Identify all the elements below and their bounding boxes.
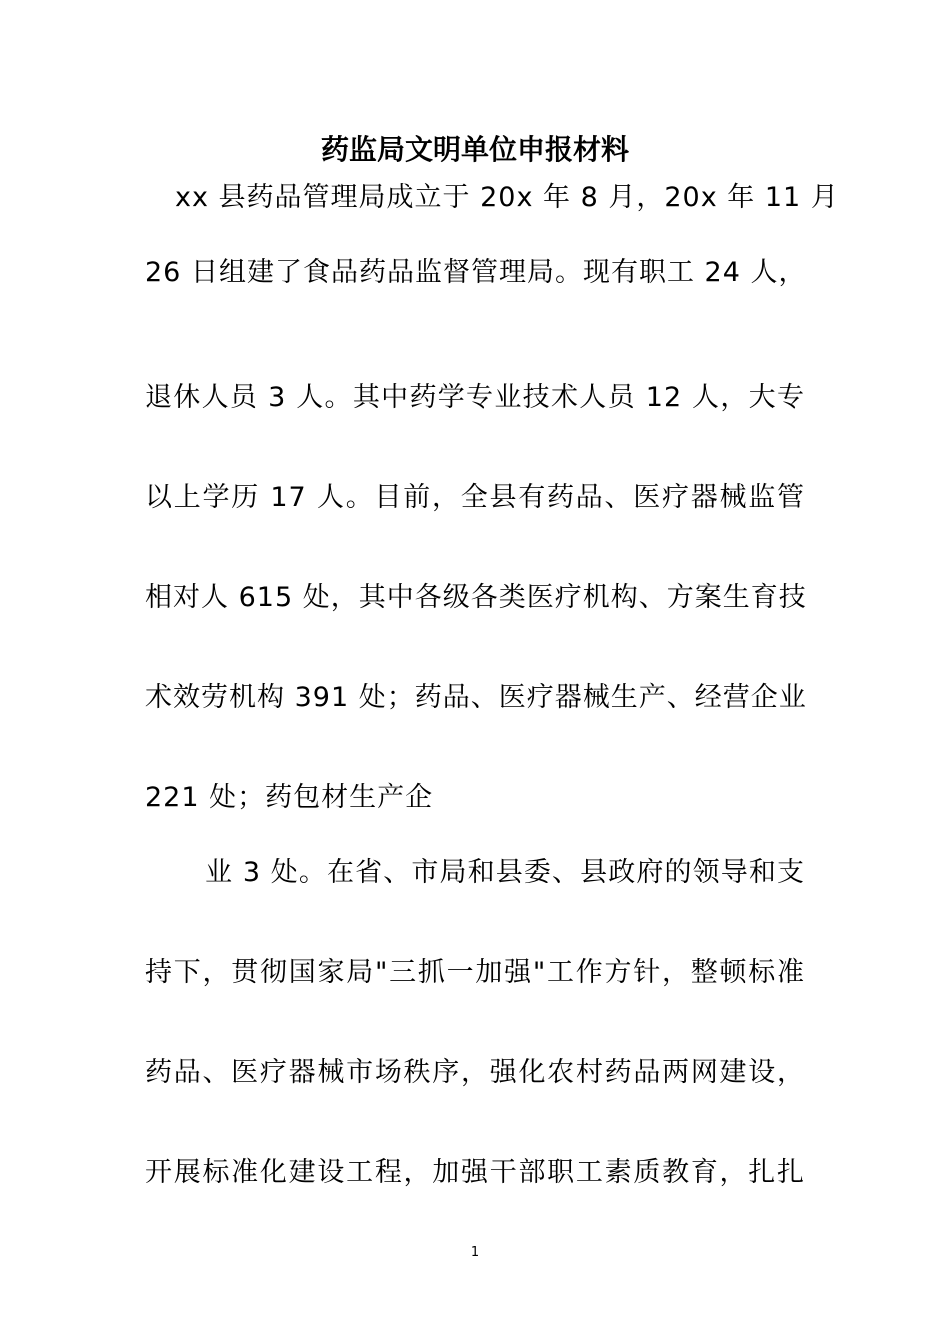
body-line-8: 业 3 处。在省、市局和县委、县政府的领导和支 xyxy=(205,857,805,888)
body-line-11: 开展标准化建设工程，加强干部职工素质教育，扎扎 xyxy=(145,1157,805,1188)
body-line-5: 相对人 615 处，其中各级各类医疗机构、方案生育技 xyxy=(145,582,807,613)
body-line-4: 以上学历 17 人。目前，全县有药品、医疗器械监管 xyxy=(145,482,805,513)
body-line-7: 221 处；药包材生产企 xyxy=(145,782,434,813)
body-line-9: 持下，贯彻国家局"三抓一加强"工作方针，整顿标准 xyxy=(145,957,805,988)
body-line-6: 术效劳机构 391 处；药品、医疗器械生产、经营企业 xyxy=(145,682,807,713)
body-line-10: 药品、医疗器械市场秩序，强化农村药品两网建设， xyxy=(145,1057,805,1088)
body-line-1: xx 县药品管理局成立于 20x 年 8 月，20x 年 11 月 xyxy=(175,182,839,213)
document-title: 药监局文明单位申报材料 xyxy=(320,133,629,166)
body-line-2: 26 日组建了食品药品监督管理局。现有职工 24 人， xyxy=(145,257,807,288)
page-number: 1 xyxy=(470,1245,480,1260)
body-line-3: 退休人员 3 人。其中药学专业技术人员 12 人，大专 xyxy=(145,382,805,413)
